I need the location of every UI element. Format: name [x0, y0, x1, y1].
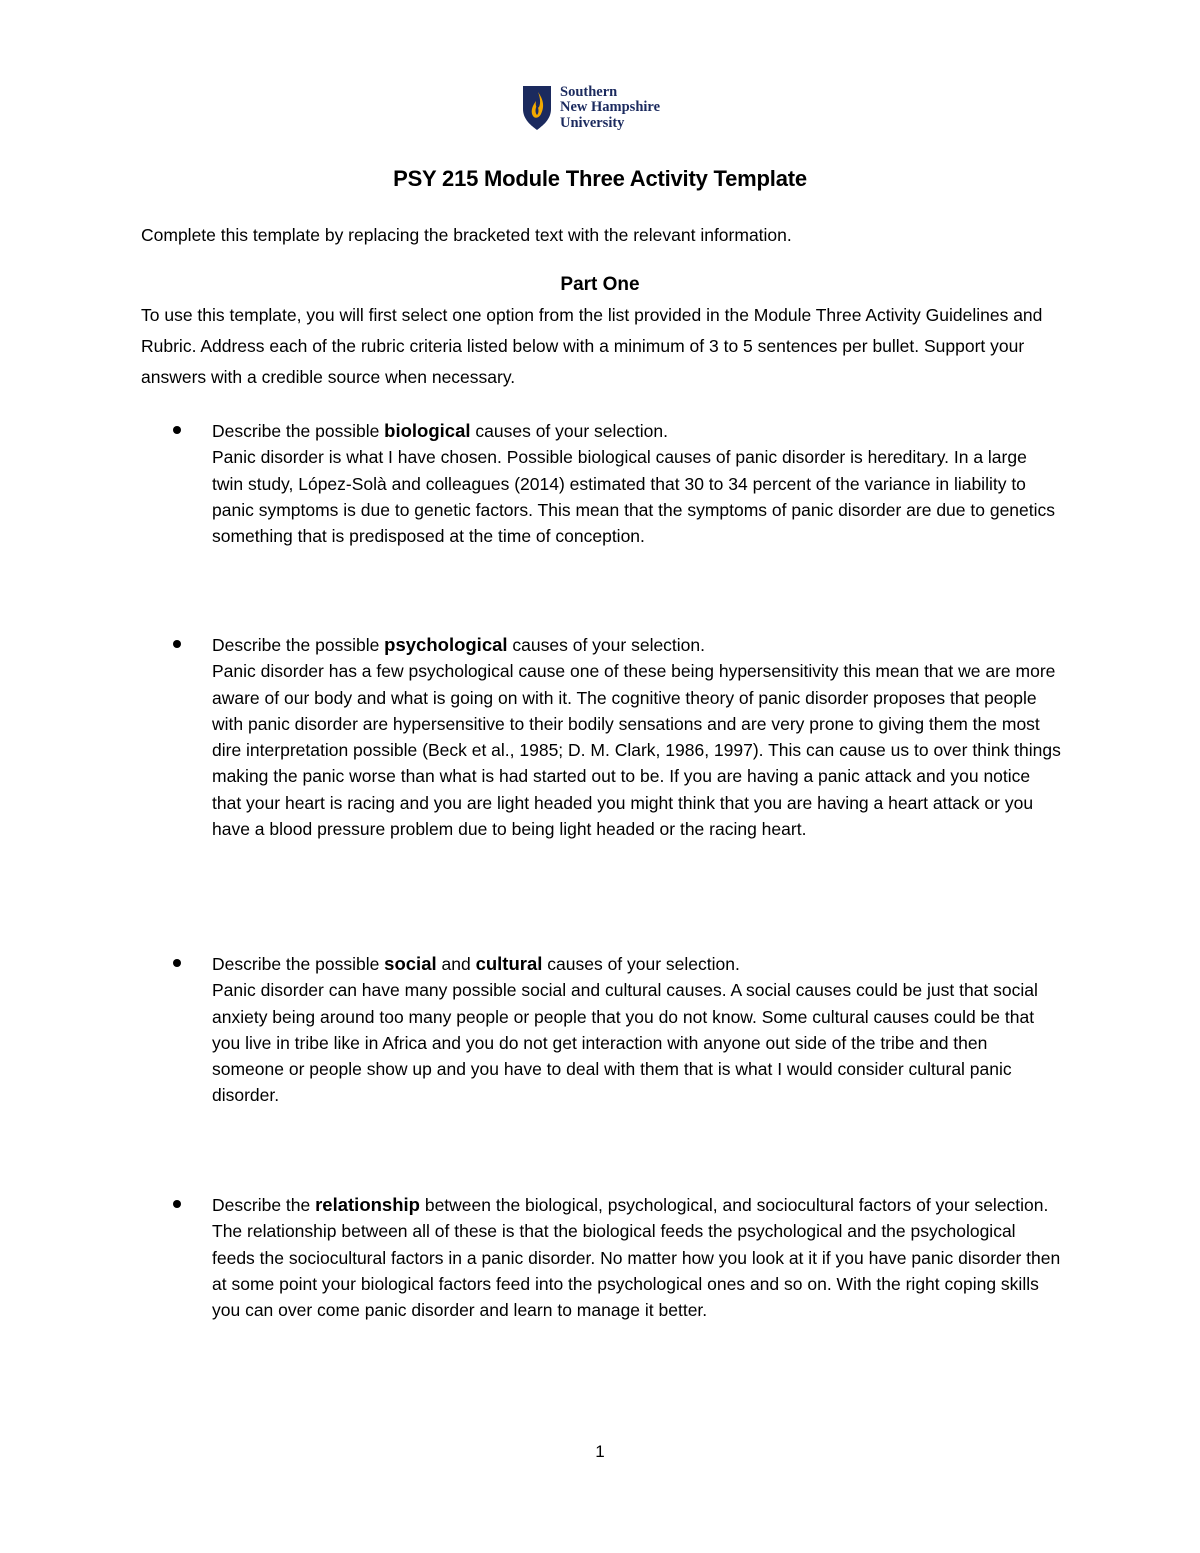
bullet-answer: Panic disorder can have many possible social and cultural causes. A social causes could be just that social anxiety being around too many people or people that you do not know. Some cultural causes could be that you live in tribe like in Africa and you do not get interaction with anyone out side of the tribe and then someone or people show up and you have to deal with them that is what I would consider cultural panic disorder. [212, 980, 1038, 1106]
page-number: 1 [595, 1442, 605, 1461]
bullet-content [212, 951, 1062, 1109]
university-logo [522, 84, 660, 132]
logo-wordmark [560, 85, 660, 132]
bullet-answer: Panic disorder is what I have chosen. Possible biological causes of panic disorder is hereditary. In a large twin study, López-Solà and colleagues (2014) estimated that 30 to 34 percent of the variance in liability to panic symptoms is due to genetic factors. This mean that the symptoms of panic disorder are due to genetics something that is predisposed at the time of conception. [212, 447, 1056, 547]
bullet-content [212, 1192, 1062, 1323]
logo-line-2: New Hampshire [560, 99, 661, 116]
bullet-prompt: Describe the relationship between the biological, psychological, and sociocultural factors of your selection. [212, 1194, 1049, 1215]
bullet-dot [173, 426, 181, 434]
shield-flame-icon [522, 85, 552, 131]
bullet-prompt: Describe the possible social and cultural causes of your selection. [212, 953, 740, 974]
logo-line-1: Southern [560, 83, 618, 100]
bullet-dot [173, 640, 181, 648]
intro-text: Complete this template by replacing the bracketed text with the relevant information. [141, 225, 792, 245]
bullet-content [212, 418, 1062, 549]
part-one-heading: Part One [560, 274, 640, 295]
page-title: PSY 215 Module Three Activity Template [393, 166, 807, 191]
bullet-answer: Panic disorder has a few psychological cause one of these being hypersensitivity this mean that we are more aware of our body and what is going on with it. The cognitive theory of panic disorder proposes that people with panic disorder are hypersensitive to their bodily sensations and are very prone to giving them the most dire interpretation possible (Beck et al., 1985; D. M. Clark, 1986, 1997). This can cause us to over think things making the panic worse than what is had started out to be. If you are having a panic attack and you notice that your heart is racing and you are light headed you might think that you are having a heart attack or you have a blood pressure problem due to being light headed or the racing heart. [212, 661, 1061, 840]
bullet-dot [173, 959, 181, 967]
bullet-prompt: Describe the possible biological causes of your selection. [212, 420, 668, 441]
part-one-instructions: To use this template, you will first select one option from the list provided in the Module Three Activity Guidelines and Rubric. Address each of the rubric criteria listed below with a minimum of 3 to 5 sentences per bullet. Support your answers with a credible source when necessary. [141, 305, 1043, 387]
bullet-content [212, 632, 1062, 842]
logo-line-3: University [560, 114, 625, 131]
bullet-answer: The relationship between all of these is that the biological feeds the psychological and the psychological feeds the sociocultural factors in a panic disorder. No matter how you look at it if you have panic disorder then at some point your biological factors feed into the psychological ones and so on. With the right coping skills you can over come panic disorder and learn to manage it better. [212, 1221, 1061, 1321]
bullet-prompt: Describe the possible psychological causes of your selection. [212, 634, 706, 655]
bullet-dot [173, 1200, 181, 1208]
